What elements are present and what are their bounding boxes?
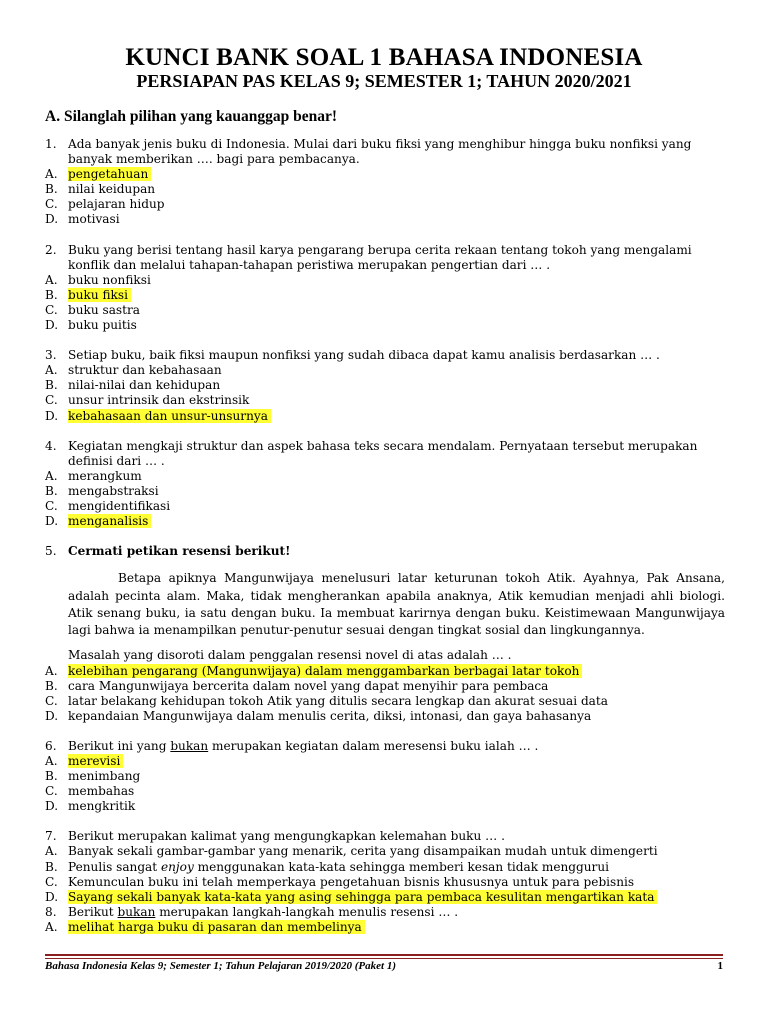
option-5b	[45, 679, 725, 694]
option-letter: D.	[45, 708, 59, 723]
option-letter: C.	[45, 197, 58, 212]
option-2b	[45, 288, 725, 303]
underlined-word: bukan	[170, 738, 209, 753]
option-text: buku puitis	[68, 318, 137, 333]
question-7	[45, 829, 725, 844]
option-text: buku sastra	[68, 302, 140, 317]
option-3c	[45, 393, 725, 408]
question-text-end: merupakan langkah-langkah menulis resensi … .	[155, 904, 459, 919]
option-text: Kemunculan buku ini telah memperkaya pengetahuan bisnis khususnya untuk para pebisnis	[68, 874, 635, 889]
question-text-start: Berikut ini yang	[68, 738, 171, 753]
option-text: mengidentifikasi	[68, 498, 171, 513]
footer-text: Bahasa Indonesia Kelas 9; Semester 1; Tahun Pelajaran 2019/2020 (Paket 1)	[45, 960, 397, 972]
question-number: 7.	[45, 829, 57, 844]
option-letter: D.	[45, 799, 59, 814]
correct-answer-highlight: menganalisis	[68, 514, 151, 528]
spacer	[45, 724, 725, 739]
option-text: latar belakang kehidupan tokoh Atik yang ditulis secara lengkap dan akurat sesuai data	[68, 693, 608, 708]
option-letter: C.	[45, 784, 58, 799]
option-1c	[45, 197, 725, 212]
option-text-start: Penulis sangat	[68, 859, 161, 874]
option-5c	[45, 694, 725, 709]
option-5d	[45, 709, 725, 724]
question-text-start: Berikut	[68, 904, 118, 919]
option-letter: B.	[45, 483, 58, 498]
correct-answer-highlight: pengetahuan	[68, 167, 151, 181]
option-2a	[45, 273, 725, 288]
spacer	[45, 228, 725, 243]
option-text: motivasi	[68, 212, 120, 227]
question-3	[45, 348, 725, 363]
option-text: cara Mangunwijaya bercerita dalam novel yang dapat menyihir para pembaca	[68, 678, 549, 693]
option-text: nilai-nilai dan kehidupan	[68, 378, 221, 393]
correct-answer-highlight: Sayang sekali banyak kata-kata yang asing sehingga para pembaca kesulitan mengartikan kata	[68, 890, 657, 904]
footer-rule-thin	[45, 958, 723, 959]
option-text: unsur intrinsik dan ekstrinsik	[68, 393, 250, 408]
correct-answer-highlight: kebahasaan dan unsur-unsurnya	[68, 409, 271, 423]
option-letter: A.	[45, 663, 58, 678]
page-number: 1	[717, 960, 723, 972]
option-text: mengkritik	[68, 799, 136, 814]
option-8a	[45, 920, 725, 935]
question-4	[45, 439, 725, 469]
option-text: Banyak sekali gambar-gambar yang menarik, cerita yang disampaikan mudah untuk dimengerti	[68, 844, 658, 859]
question-5	[45, 544, 725, 663]
option-7b	[45, 860, 725, 875]
option-1b	[45, 182, 725, 197]
option-5a	[45, 664, 725, 679]
option-text: merangkum	[68, 468, 142, 483]
option-letter: A.	[45, 754, 58, 768]
option-text-end: menggunakan kata-kata sehingga memberi kesan tidak menggurui	[193, 859, 609, 874]
question-6	[45, 739, 725, 754]
option-3a	[45, 363, 725, 378]
option-text: membahas	[68, 784, 135, 799]
question-number: 5.	[45, 544, 57, 559]
question-number: 2.	[45, 242, 57, 257]
spacer	[45, 814, 725, 829]
option-letter: D.	[45, 889, 59, 904]
question-number: 3.	[45, 348, 57, 363]
option-letter: A.	[45, 363, 58, 378]
option-letter: A.	[45, 468, 58, 483]
option-letter: B.	[45, 378, 58, 393]
option-text: mengabstraksi	[68, 483, 159, 498]
footer-rule-thick	[45, 954, 723, 956]
option-letter: B.	[45, 678, 58, 693]
option-2c	[45, 303, 725, 318]
spacer	[45, 424, 725, 439]
option-6c	[45, 784, 725, 799]
section-heading: A. Silanglah pilihan yang kauanggap benar!	[45, 108, 338, 125]
option-letter: C.	[45, 302, 58, 317]
spacer	[45, 333, 725, 348]
option-letter: C.	[45, 693, 58, 708]
question-text: Masalah yang disoroti dalam penggalan resensi novel di atas adalah … .	[68, 648, 512, 663]
option-3b	[45, 378, 725, 393]
option-text: pelajaran hidup	[68, 197, 165, 212]
option-4b	[45, 484, 725, 499]
option-letter: B.	[45, 769, 58, 784]
option-text: nilai keidupan	[68, 182, 156, 197]
option-4a	[45, 469, 725, 484]
option-1d	[45, 212, 725, 227]
question-number: 6.	[45, 738, 57, 753]
spacer	[45, 529, 725, 544]
spacer	[68, 639, 725, 648]
question-text: Setiap buku, baik fiksi maupun nonfiksi yang sudah dibaca dapat kamu analisis berdasarkan … .	[68, 348, 660, 363]
option-1a	[45, 167, 725, 182]
option-letter: B.	[45, 182, 58, 197]
question-text: Kegiatan mengkaji struktur dan aspek bahasa teks secara mendalam. Pernyataan tersebut merupakan definisi dari … .	[68, 438, 698, 468]
document-subtitle: PERSIAPAN PAS KELAS 9; SEMESTER 1; TAHUN 2020/2021	[136, 71, 632, 91]
option-letter: B.	[45, 859, 58, 874]
option-letter: A.	[45, 919, 58, 934]
correct-answer-highlight: merevisi	[68, 754, 123, 768]
option-4d	[45, 514, 725, 529]
question-1	[45, 137, 725, 167]
question-text: Ada banyak jenis buku di Indonesia. Mulai dari buku fiksi yang menghibur hingga buku nonfiksi yang banyak memberikan …. bagi para pembacanya.	[68, 137, 692, 167]
question-8	[45, 905, 725, 920]
option-text: kepandaian Mangunwijaya dalam menulis cerita, diksi, intonasi, dan gaya bahasanya	[68, 708, 592, 723]
option-6a	[45, 754, 725, 769]
underlined-word: bukan	[117, 904, 156, 919]
option-7d	[45, 890, 725, 905]
question-number: 8.	[45, 904, 57, 919]
option-letter: A.	[45, 167, 58, 182]
option-letter: D.	[45, 408, 59, 423]
review-passage: Betapa apiknya Mangunwijaya menelusuri latar keturunan tokoh Atik. Ayahnya, Pak Ansana, adalah pecinta alam. Maka, tidak mengherankan apabila anaknya, Atik kemudian menjadi ahli biologi. Atik senang buku, ia satu dengan buku. Ia membuat karirnya dengan buku. Keistimewaan Mangunwijaya lagi bahwa ia menampilkan penutur-penutur sesuai dengan tingkat sosial dan lingkungannya.	[68, 571, 725, 638]
option-letter: A.	[45, 272, 58, 287]
option-letter: C.	[45, 393, 58, 408]
italic-word: enjoy	[160, 859, 194, 874]
option-3d	[45, 409, 725, 424]
correct-answer-highlight: melihat harga buku di pasaran dan membelinya	[68, 920, 365, 934]
correct-answer-highlight: buku fiksi	[68, 288, 131, 302]
option-letter: D.	[45, 212, 59, 227]
question-intro: Cermati petikan resensi berikut!	[68, 544, 291, 559]
question-text: Buku yang berisi tentang hasil karya pengarang berupa cerita rekaan tentang tokoh yang mengalami konflik dan melalui tahapan-tahapan peristiwa merupakan pengertian dari … .	[68, 242, 692, 272]
correct-answer-highlight: kelebihan pengarang (Mangunwijaya) dalam menggambarkan berbagai latar tokoh	[68, 664, 582, 678]
option-letter: C.	[45, 874, 58, 889]
option-7a	[45, 844, 725, 859]
page-footer	[45, 960, 723, 972]
question-list	[45, 137, 725, 935]
question-text-end: merupakan kegiatan dalam meresensi buku ialah … .	[208, 738, 539, 753]
option-letter: B.	[45, 287, 58, 302]
option-letter: D.	[45, 514, 59, 529]
option-letter: A.	[45, 844, 58, 859]
document-title: KUNCI BANK SOAL 1 BAHASA INDONESIA	[125, 44, 643, 71]
question-number: 4.	[45, 438, 57, 453]
question-2	[45, 243, 725, 273]
option-text: struktur dan kebahasaan	[68, 363, 222, 378]
option-letter: C.	[45, 498, 58, 513]
option-7c	[45, 875, 725, 890]
option-text: menimbang	[68, 769, 141, 784]
question-number: 1.	[45, 137, 57, 151]
option-6d	[45, 799, 725, 814]
option-4c	[45, 499, 725, 514]
option-6b	[45, 769, 725, 784]
question-text: Berikut merupakan kalimat yang mengungkapkan kelemahan buku … .	[68, 829, 505, 844]
option-text: buku nonfiksi	[68, 272, 151, 287]
option-letter: D.	[45, 318, 59, 333]
option-2d	[45, 318, 725, 333]
